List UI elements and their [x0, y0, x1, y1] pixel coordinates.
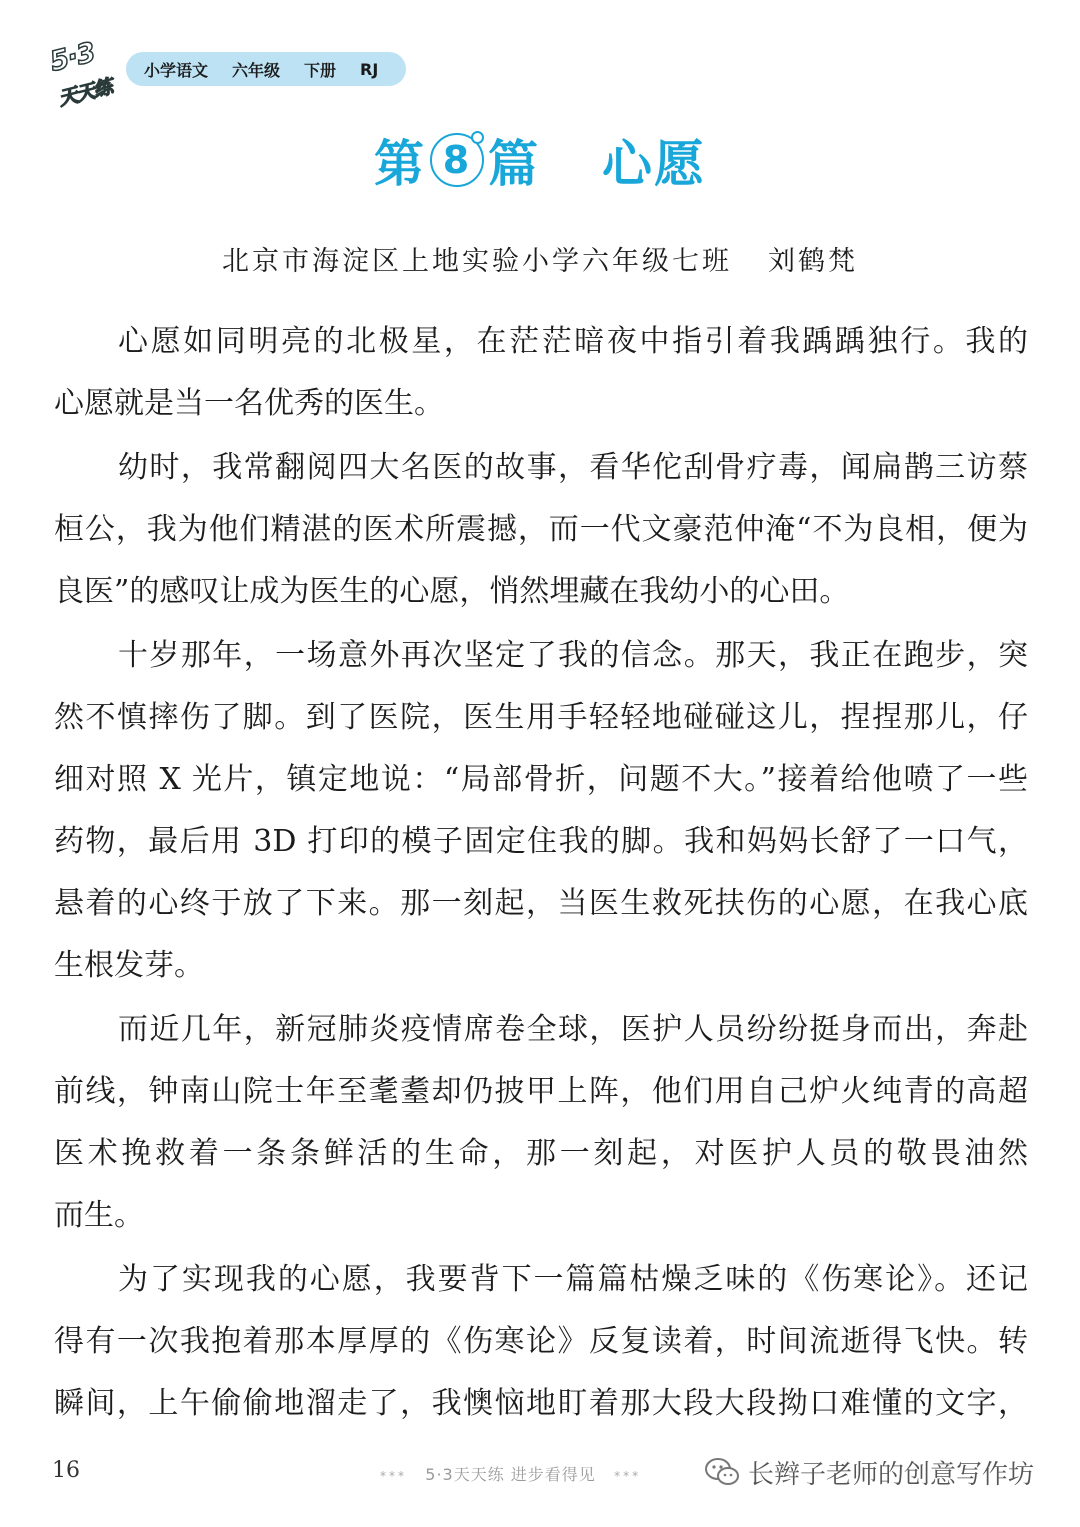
paragraph-line: 而近几年，新冠肺炎疫情席卷全球，医护人员纷纷挺身而出，奔赴	[118, 1012, 1028, 1047]
paragraph-line: 为了实现我的心愿，我要背下一篇篇枯燥乏味的《伤寒论》。还记	[118, 1262, 1028, 1297]
footer-stars-left: ***	[380, 1469, 407, 1483]
paragraph-line: 药物，最后用 3D 打印的模子固定住我的脚。我和妈妈长舒了一口气，	[54, 824, 1028, 859]
article-number-circle	[430, 133, 484, 187]
grade-label: 六年级	[232, 60, 281, 80]
author-name: 刘鹤梵	[768, 245, 858, 277]
paragraph-line: 前线，钟南山院士年至耄耋却仍披甲上阵，他们用自己炉火纯青的高超	[54, 1074, 1028, 1109]
paragraph-line: 医术挽救着一条条鲜活的生命，那一刻起，对医护人员的敬畏油然	[54, 1136, 1028, 1171]
wechat-watermark	[704, 1452, 1034, 1492]
paragraph-line: 十岁那年，一场意外再次坚定了我的信念。那天，我正在跑步，突	[118, 638, 1028, 673]
paragraph-line: 心愿就是当一名优秀的医生。	[54, 386, 444, 421]
paragraph-line: 良医”的感叹让成为医生的心愿，悄然埋藏在我幼小的心田。	[54, 574, 850, 609]
author-line	[0, 240, 1080, 276]
paragraph-line: 心愿如同明亮的北极星，在茫茫暗夜中指引着我踽踽独行。我的	[118, 324, 1028, 359]
author-school: 北京市海淀区上地实验小学六年级七班	[222, 245, 732, 277]
article-number: 8	[442, 138, 472, 182]
footer-stars-right: ***	[614, 1469, 642, 1483]
paragraph-line: 瞬间，上午偷偷地溜走了，我懊恼地盯着那大段大段拗口难懂的文字，	[54, 1386, 1028, 1421]
title-prefix: 第	[374, 135, 426, 193]
book-info-banner	[126, 52, 406, 86]
paragraph-line: 然不慎摔伤了脚。到了医院，医生用手轻轻地碰碰这儿，捏捏那儿，仔	[54, 700, 1028, 735]
subject-label: 小学语文	[144, 60, 209, 80]
volume-label: 下册	[304, 60, 337, 80]
title-name: 心愿	[602, 135, 706, 193]
paragraph-line: 得有一次我抱着那本厚厚的《伤寒论》反复读着，时间流逝得飞快。转	[54, 1324, 1028, 1359]
paragraph-line: 而生。	[54, 1198, 144, 1233]
footer-slogan: 5·3天天练 进步看得见	[425, 1465, 596, 1484]
paragraph-line: 悬着的心终于放了下来。那一刻起，当医生救死扶伤的心愿，在我心底	[54, 886, 1028, 921]
paragraph-line: 细对照 X 光片，镇定地说：“局部骨折，问题不大。”接着给他喷了一些	[54, 762, 1028, 797]
page-number: 16	[52, 1458, 80, 1483]
watermark-text: 长辫子老师的创意写作坊	[748, 1459, 1035, 1490]
title-suffix: 篇	[488, 135, 540, 193]
logo-subtext: 天天练	[56, 75, 115, 111]
paragraph-line: 幼时，我常翻阅四大名医的故事，看华佗刮骨疗毒，闻扁鹊三访蔡	[118, 450, 1028, 485]
wechat-icon	[704, 1457, 740, 1487]
footer-slogan-bar	[380, 1462, 641, 1485]
brand-logo	[44, 37, 124, 111]
paragraph-line: 生根发芽。	[54, 948, 204, 983]
logo-text: 5·3	[46, 37, 98, 78]
article-title	[0, 130, 1080, 193]
edition-label: RJ	[360, 59, 379, 79]
paragraph-line: 桓公，我为他们精湛的医术所震撼，而一代文豪范仲淹“不为良相，便为	[54, 512, 1028, 547]
